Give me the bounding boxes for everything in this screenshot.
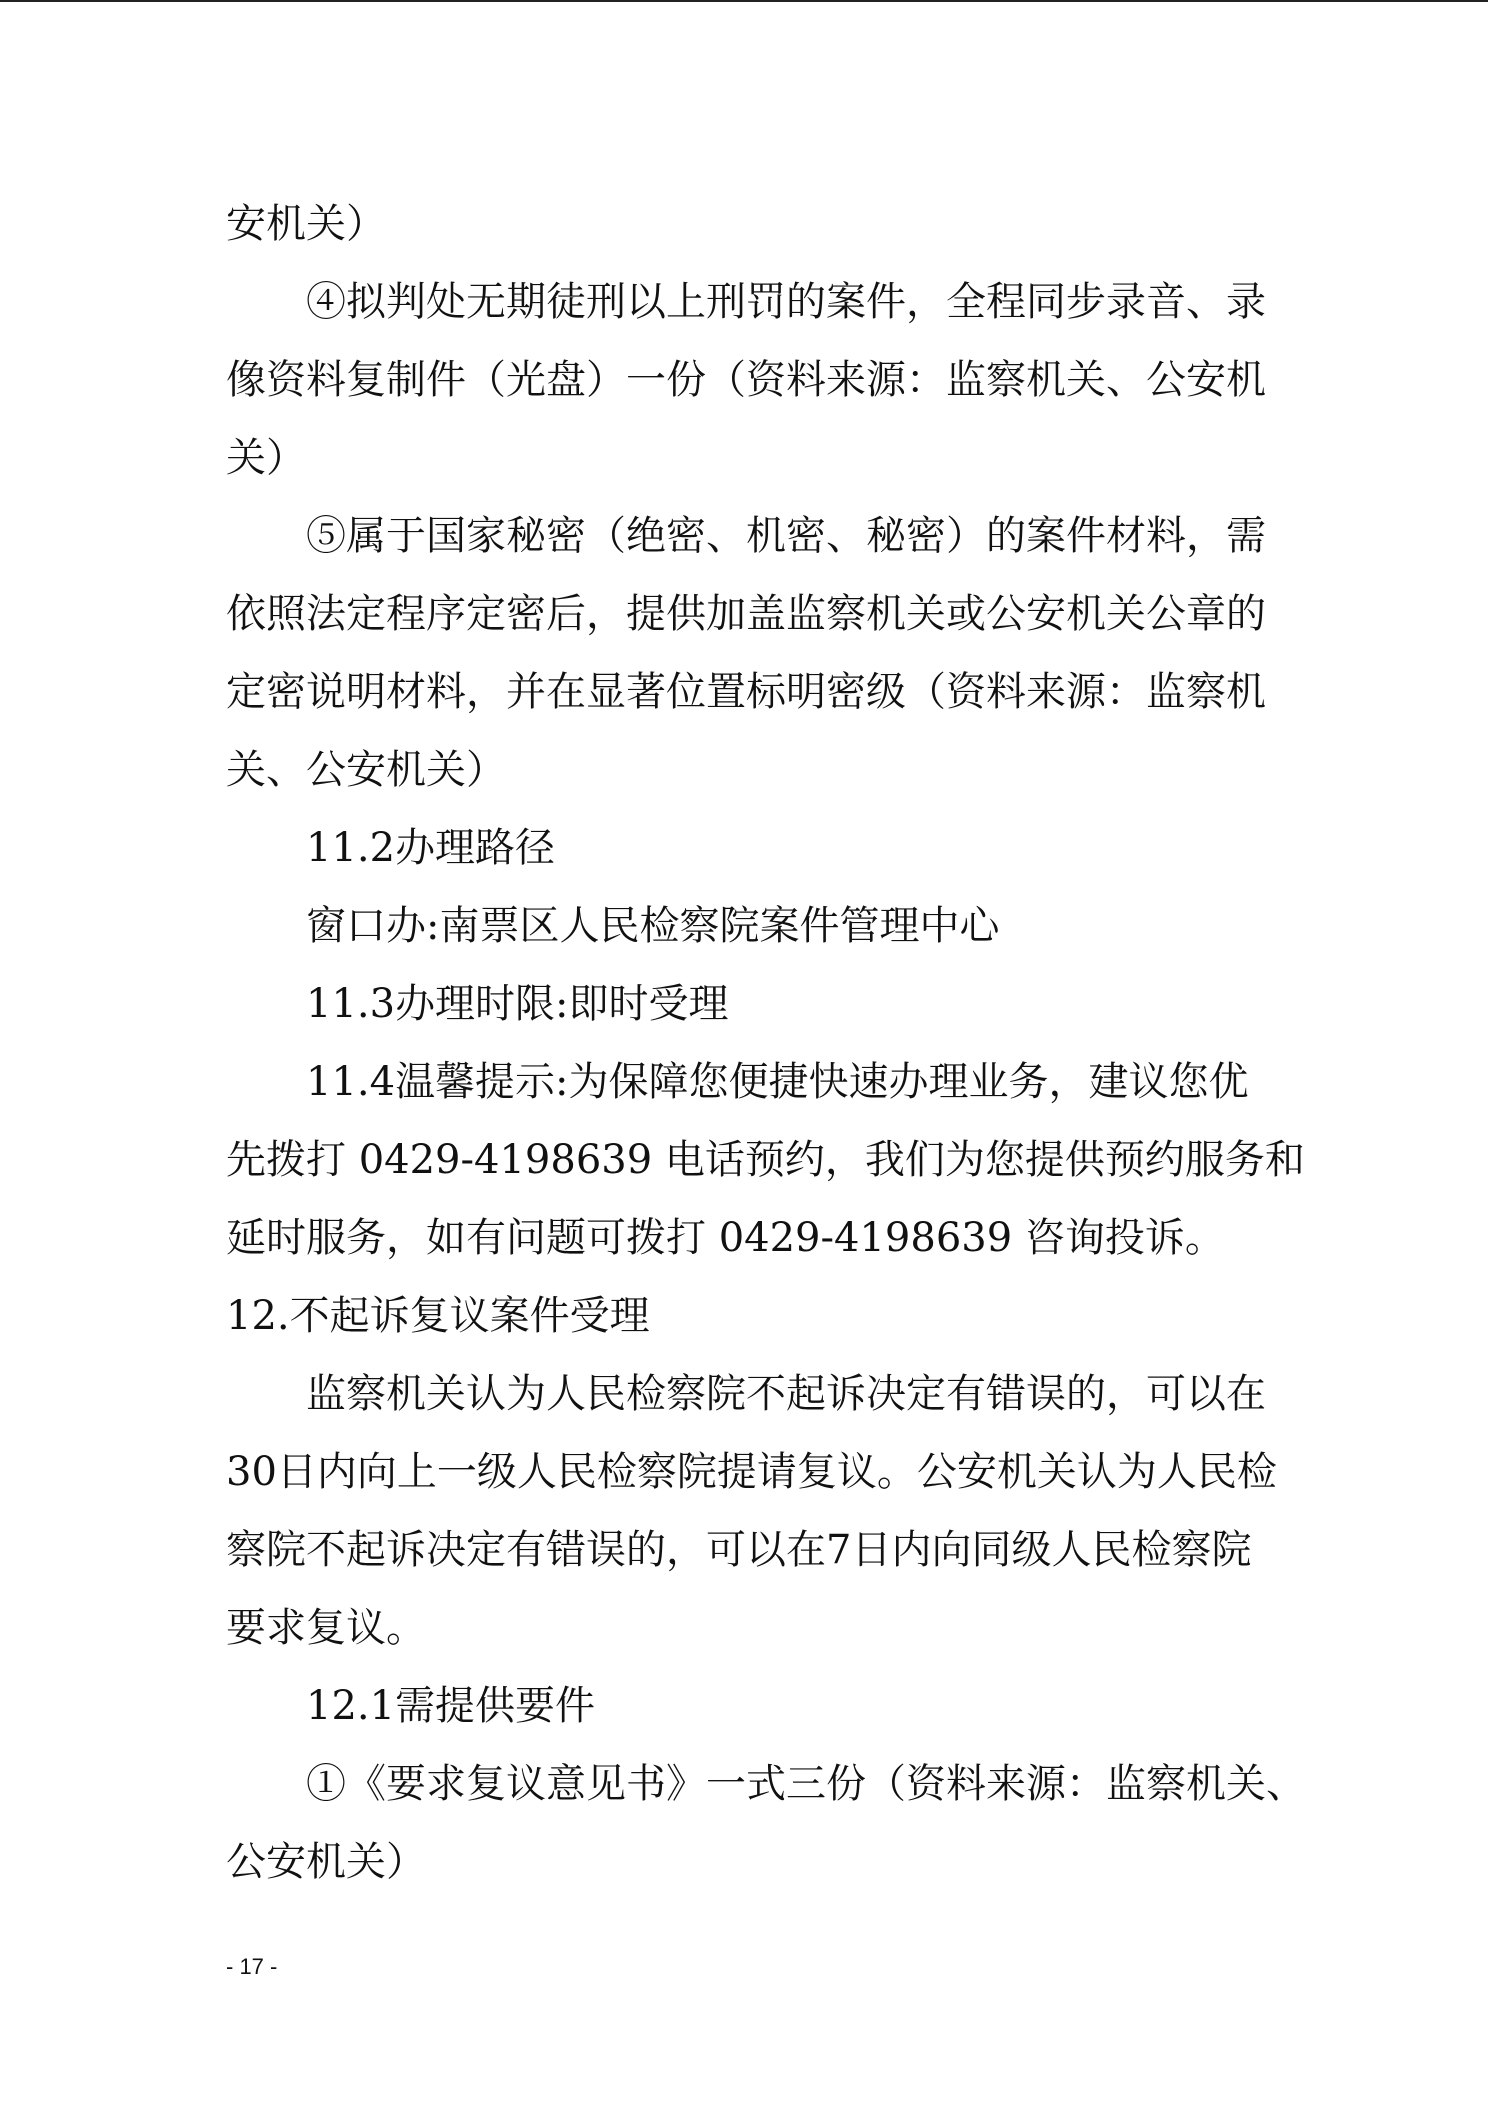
- text-line: ①《要求复议意见书》一式三份（资料来源：监察机关、: [306, 1761, 1306, 1807]
- text-line: 延时服务，如有问题可拨打 0429-4198639 咨询投诉。: [226, 1215, 1225, 1261]
- text-line: 安机关）: [226, 201, 386, 247]
- section-heading: 11.3办理时限:即时受理: [306, 981, 729, 1027]
- section-title: 12.不起诉复议案件受理: [226, 1293, 650, 1339]
- text-line: 要求复议。: [226, 1605, 426, 1651]
- text-line: ④拟判处无期徒刑以上刑罚的案件，全程同步录音、录: [306, 279, 1266, 325]
- text-line: 像资料复制件（光盘）一份（资料来源：监察机关、公安机: [226, 357, 1266, 403]
- text-line: 定密说明材料，并在显著位置标明密级（资料来源：监察机: [226, 669, 1266, 715]
- top-border-line: [0, 0, 1488, 2]
- text-line: 30日内向上一级人民检察院提请复议。公安机关认为人民检: [226, 1449, 1277, 1495]
- section-heading: 11.2办理路径: [306, 825, 556, 871]
- text-line: 关、公安机关）: [226, 747, 506, 793]
- document-body: [226, 185, 1306, 1901]
- page-number: - 17 -: [226, 1954, 278, 1979]
- text-line: 公安机关）: [226, 1839, 426, 1885]
- text-line: 察院不起诉决定有错误的，可以在7日内向同级人民检察院: [226, 1527, 1252, 1573]
- text-line: 先拨打 0429-4198639 电话预约，我们为您提供预约服务和: [226, 1137, 1305, 1183]
- text-line: 依照法定程序定密后，提供加盖监察机关或公安机关公章的: [226, 591, 1266, 637]
- text-line: ⑤属于国家秘密（绝密、机密、秘密）的案件材料，需: [306, 513, 1266, 559]
- section-heading: 12.1需提供要件: [306, 1683, 596, 1729]
- text-line: 窗口办:南票区人民检察院案件管理中心: [306, 903, 1000, 949]
- text-line: 关）: [226, 435, 306, 481]
- text-line: 监察机关认为人民检察院不起诉决定有错误的，可以在: [306, 1371, 1266, 1417]
- section-heading: 11.4温馨提示:为保障您便捷快速办理业务，建议您优: [306, 1059, 1249, 1105]
